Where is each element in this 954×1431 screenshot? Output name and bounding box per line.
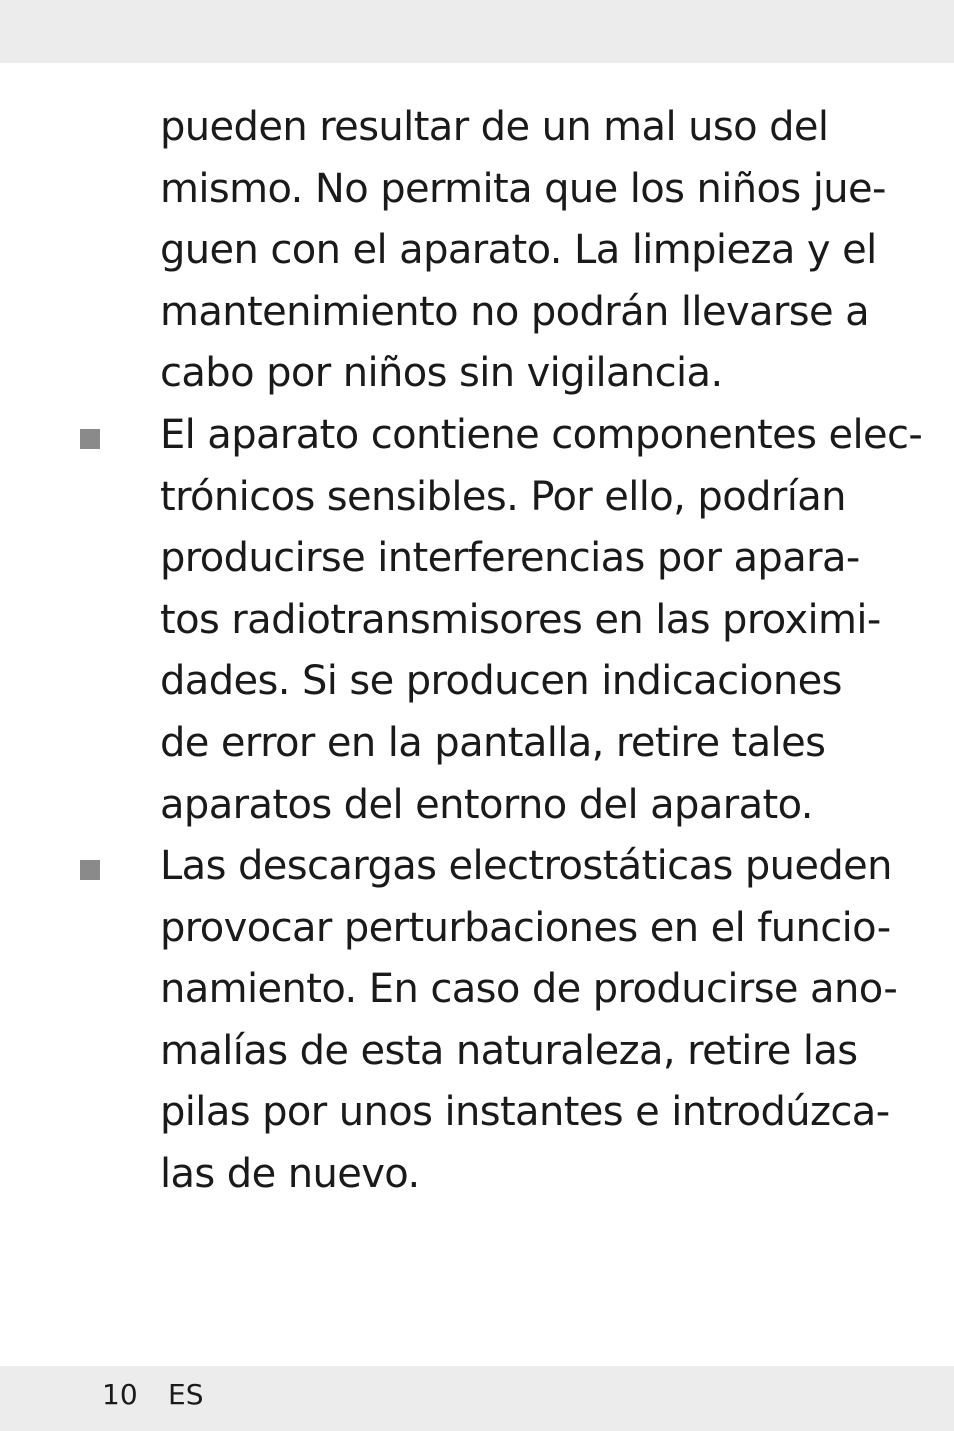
text-line: producirse interferencias por apara- bbox=[160, 535, 860, 582]
text-line: malías de esta naturaleza, retire las bbox=[160, 1027, 858, 1074]
footer-band bbox=[0, 1366, 954, 1431]
text-line: mantenimiento no podrán llevarse a bbox=[160, 288, 870, 335]
text-line: El aparato contiene componentes elec- bbox=[160, 412, 923, 458]
text-line: trónicos sensibles. Por ello, podrían bbox=[160, 473, 846, 520]
text-line: guen con el aparato. La limpieza y el bbox=[160, 227, 877, 274]
text-line: mismo. No permita que los niños jue- bbox=[160, 165, 886, 212]
text-line: de error en la pantalla, retire tales bbox=[160, 720, 826, 766]
text-line: namiento. En caso de producirse ano- bbox=[160, 966, 898, 1013]
bullet-square-icon bbox=[80, 429, 100, 449]
text-line: dades. Si se producen indicaciones bbox=[160, 658, 842, 705]
text-line: provocar perturbaciones en el funcio- bbox=[160, 904, 891, 951]
language-code: ES bbox=[168, 1378, 204, 1411]
text-line: Las descargas electrostáticas pueden bbox=[160, 843, 892, 889]
text-line: aparatos del entorno del aparato. bbox=[160, 781, 813, 828]
text-line: las de nuevo. bbox=[160, 1151, 420, 1197]
text-line: cabo por niños sin vigilancia. bbox=[160, 350, 723, 397]
text-line: tos radiotransmisores en las proximi- bbox=[160, 596, 881, 643]
text-line: pueden resultar de un mal uso del bbox=[160, 104, 829, 150]
bullet-square-icon bbox=[80, 860, 100, 880]
top-header-band bbox=[0, 0, 954, 63]
page-number: 10 bbox=[102, 1378, 138, 1411]
text-line: pilas por unos instantes e introdúzca- bbox=[160, 1089, 890, 1136]
